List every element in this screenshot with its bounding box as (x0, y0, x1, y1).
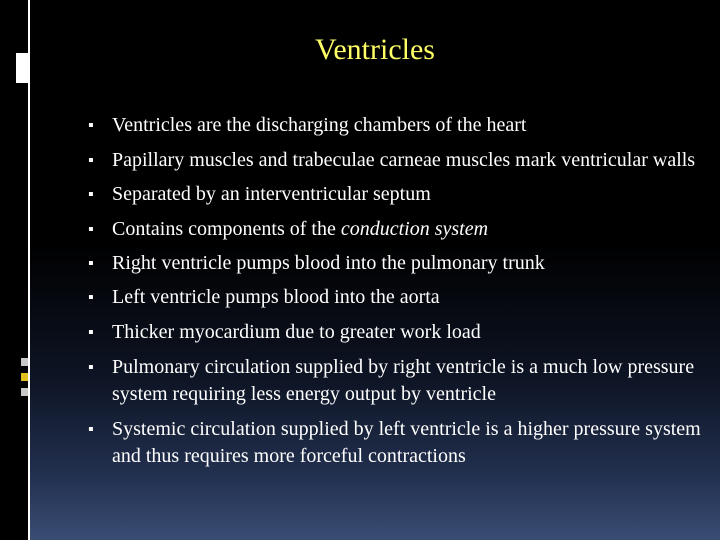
bullet-text: Separated by an interventricular septum (112, 183, 431, 205)
bullet-text: Pulmonary circulation supplied by right ventricle is a much low pressure system requiring less energy output by ventricle (112, 356, 695, 405)
square-bullet-icon (88, 293, 98, 303)
square-bullet-icon (88, 328, 98, 338)
bullet-item (88, 284, 710, 311)
decorative-square-small-3 (21, 388, 28, 396)
bullet-text: Left ventricle pumps blood into the aorta (112, 286, 440, 308)
bullet-text: Ventricles are the discharging chambers of the heart (112, 114, 527, 136)
slide-title: Ventricles (315, 33, 435, 66)
decorative-square-large (16, 53, 28, 83)
bullet-item (88, 112, 710, 139)
vertical-divider-line (28, 0, 30, 540)
bullet-item (88, 147, 710, 174)
decorative-square-small-1 (21, 358, 28, 366)
bullet-item (88, 216, 710, 243)
decorative-square-small-2 (21, 373, 28, 381)
bullet-item (88, 416, 710, 470)
bullet-text: Papillary muscles and trabeculae carneae muscles mark ventricular walls (112, 149, 696, 171)
bullet-list (88, 112, 710, 470)
square-bullet-icon (88, 363, 98, 373)
bullet-text: Right ventricle pumps blood into the pulmonary trunk (112, 252, 545, 274)
bullet-item (88, 354, 710, 408)
bullet-item (88, 250, 710, 277)
square-bullet-icon (88, 259, 98, 269)
square-bullet-icon (88, 425, 98, 435)
square-bullet-icon (88, 156, 98, 166)
bullet-text: Thicker myocardium due to greater work load (112, 321, 481, 343)
bullet-text-prefix: Contains components of the (112, 218, 341, 240)
bullet-item (88, 319, 710, 346)
square-bullet-icon (88, 121, 98, 131)
conduction-system-emphasis: conduction system (340, 218, 489, 240)
square-bullet-icon (88, 190, 98, 200)
bullet-text: Systemic circulation supplied by left ventricle is a higher pressure system and thus requires more forceful contractions (112, 418, 701, 467)
square-bullet-icon (88, 225, 98, 235)
bullet-item (88, 181, 710, 208)
